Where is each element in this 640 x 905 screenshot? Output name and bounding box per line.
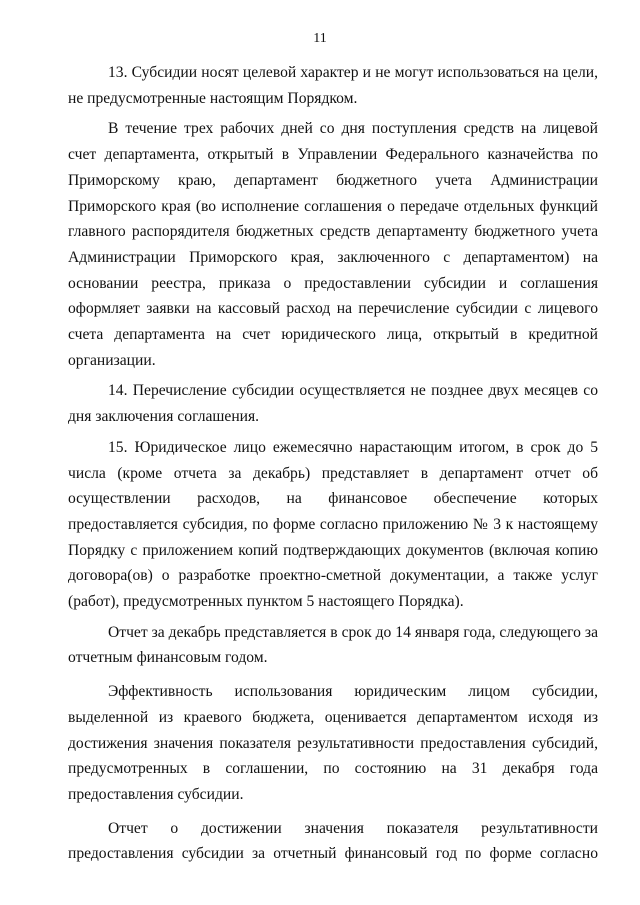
- paragraph-result-report: Отчет о достижении значения показателя результативности предоставления субсидии за отчетный финансовый год по форме согласно: [68, 819, 598, 863]
- paragraph-efficiency: Эффективность использования юридическим лицом субсидии, выделенной из краевого бюджета, оценивается департаментом исходя из достижения значения показателя результативности предоставления субсидий, предусмотренных в соглашении, по состоянию на 31 декабря года предоставления субсидии.: [68, 683, 598, 803]
- paragraph-13-treasury: В течение трех рабочих дней со дня поступления средств на лицевой счет департамента, открытый в Управлении Федерального казначейства по Приморскому краю, департамент бюджетного учета Администрации Приморского края (во исполнение соглашения о передаче отдельных функций главного распорядителя бюджетных средств департаменту бюджетного учета Администрации Приморского края, заключенного с департаментом) на основании реестра, приказа о предоставлении субсидии и соглашения оформляет заявки на кассовый расход на перечисление субсидии с лицевого счета департамента на счет юридического лица, открытый в кредитной организации.: [68, 120, 598, 369]
- paragraph-14: 14. Перечисление субсидии осуществляется не позднее двух месяцев со дня заключения соглашения.: [68, 382, 598, 426]
- paragraph-december-report: Отчет за декабрь представляется в срок до 14 января года, следующего за отчетным финансовым годом.: [68, 623, 598, 667]
- paragraph-15: 15. Юридическое лицо ежемесячно нарастающим итогом, в срок до 5 числа (кроме отчета за декабрь) представляет в департамент отчет об осуществлении расходов, на финансовое обеспечение которых предоставляется субсидия, по форме согласно приложению № 3 к настоящему Порядку с приложением копий подтверждающих документов (включая копию договора(ов) о разработке проектно-сметной документации, а также услуг (работ), предусмотренных пунктом 5 настоящего Порядка).: [68, 438, 598, 611]
- paragraph-13: 13. Субсидии носят целевой характер и не могут использоваться на цели, не предусмотренные настоящим Порядком.: [68, 64, 598, 107]
- page-number: 11: [313, 31, 327, 46]
- document-body: [68, 60, 598, 867]
